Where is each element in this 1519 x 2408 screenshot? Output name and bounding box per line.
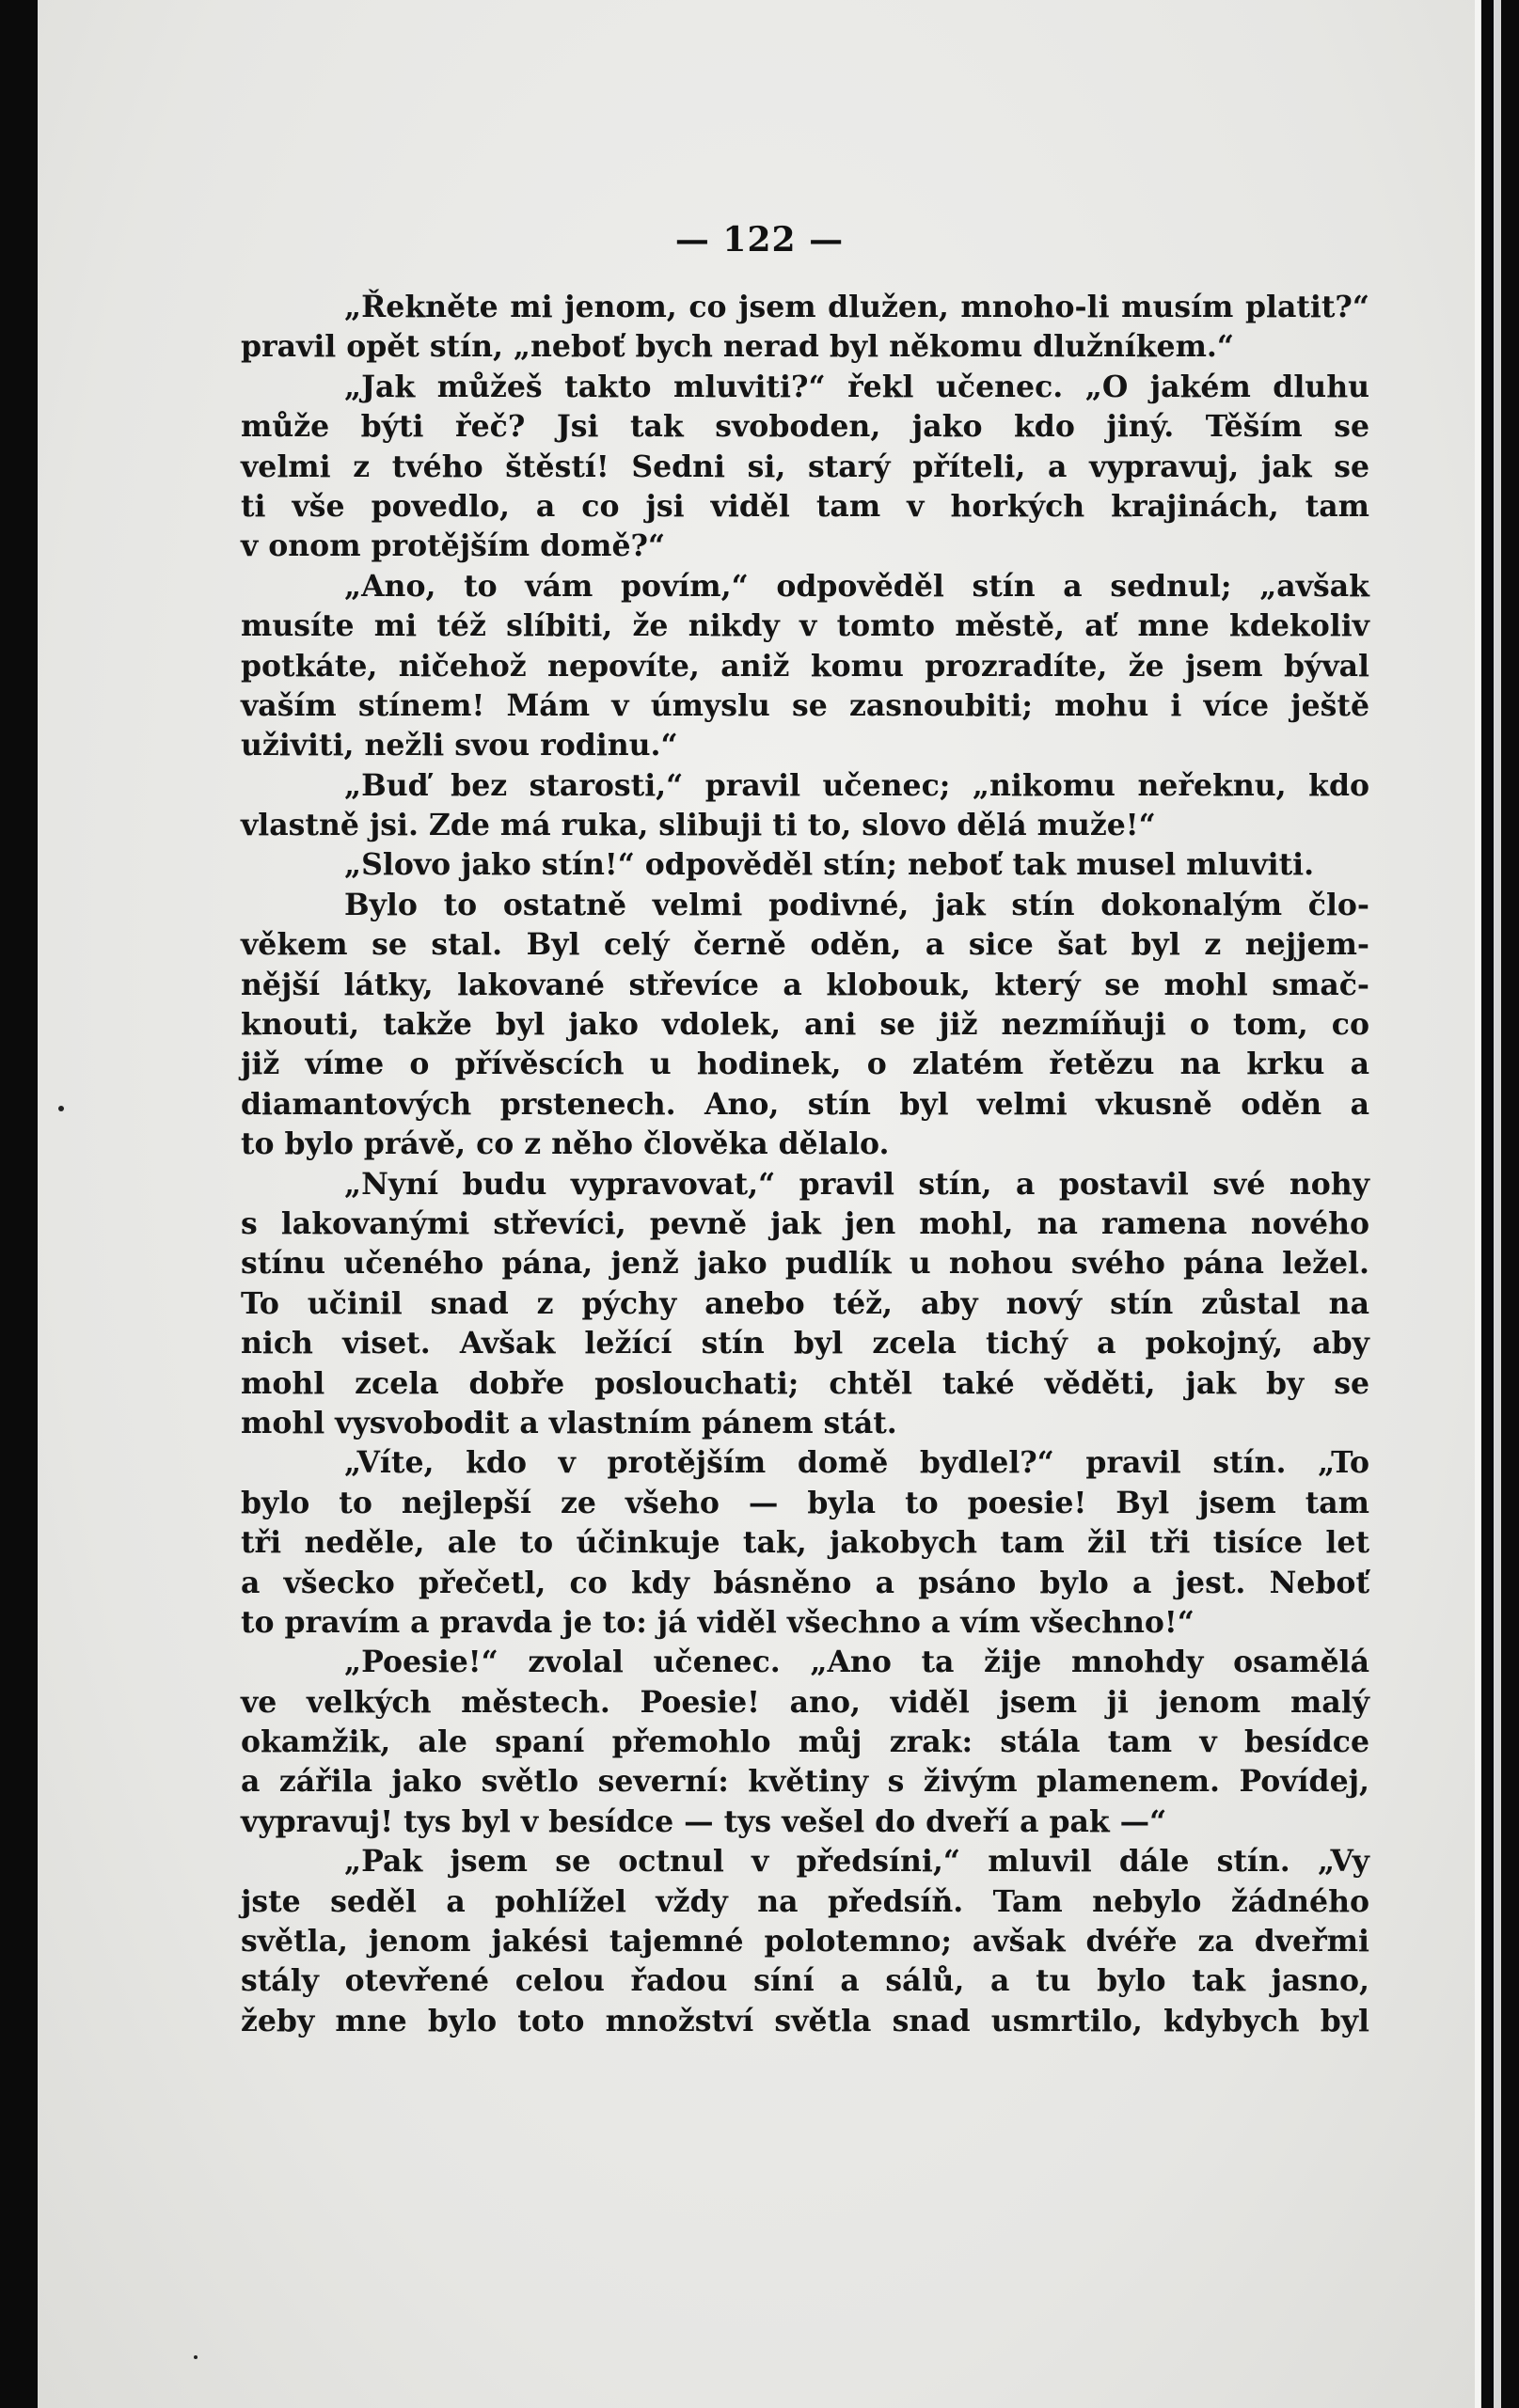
text-line: mohl vysvobodit a vlastním pánem stát.	[241, 1405, 897, 1440]
text-line: stínu učeného pána, jenž jako pudlík u nohou svého pána ležel.	[241, 1246, 1369, 1282]
book-page	[38, 0, 1481, 2408]
text-line: pravil opět stín, „neboť bych nerad byl někomu dlužníkem.“	[241, 329, 1235, 365]
text-line: musíte mi též slíbiti, že nikdy v tomto městě, ať mne kdekoliv	[241, 608, 1369, 644]
text-line: a zářila jako světlo severní: květiny s živým plamenem. Povídej,	[241, 1764, 1369, 1800]
text-line: okamžik, ale spaní přemohlo můj zrak: stála tam v besídce	[241, 1724, 1369, 1760]
text-line: bylo to nejlepší ze všeho — byla to poesie! Byl jsem tam	[241, 1485, 1369, 1520]
page-edge	[1475, 0, 1480, 2408]
text-line: diamantových prstenech. Ano, stín byl velmi vkusně oděn a	[241, 1086, 1369, 1122]
text-line: „Slovo jako stín!“ odpověděl stín; neboť tak musel mluviti.	[344, 847, 1315, 883]
text-line: „Ano, to vám povím,“ odpověděl stín a sednul; „avšak	[344, 568, 1369, 604]
text-line: „Řekněte mi jenom, co jsem dlužen, mnoho-li musím platit?“	[344, 290, 1369, 324]
text-line: žeby mne bylo toto množství světla snad usmrtilo, kdybych byl	[241, 2003, 1369, 2038]
text-line: to pravím a pravda je to: já viděl všechno a vím všechno!“	[241, 1604, 1195, 1640]
text-line: uživiti, nežli svou rodinu.“	[241, 728, 678, 763]
body-text	[241, 288, 1369, 2041]
text-line: může býti řeč? Jsi tak svoboden, jako kdo jiný. Těším se	[241, 409, 1369, 445]
text-line: „Víte, kdo v protějším domě bydlel?“ pravil stín. „To	[344, 1445, 1369, 1481]
page-number: — 122 —	[674, 220, 845, 260]
text-line: stály otevřené celou řadou síní a sálů, a tu bylo tak jasno,	[241, 1963, 1369, 1999]
text-line: jste seděl a pohlížel vždy na předsíň. Tam nebylo žádného	[241, 1883, 1369, 1919]
text-line: „Pak jsem se octnul v předsíni,“ mluvil dále stín. „Vy	[344, 1844, 1369, 1880]
text-line: světla, jenom jakési tajemné polotemno; avšak dvéře za dveřmi	[241, 1924, 1369, 1959]
text-line: to bylo právě, co z něho člověka dělalo.	[241, 1126, 890, 1162]
text-line: nich viset. Avšak ležící stín byl zcela tichý a pokojný, aby	[241, 1326, 1369, 1361]
scan-border	[1494, 0, 1501, 2408]
text-line: „Buď bez starosti,“ pravil učenec; „nikomu neřeknu, kdo	[344, 767, 1369, 803]
text-line: vlastně jsi. Zde má ruka, slibuji ti to, slovo dělá muže!“	[241, 808, 1156, 843]
text-line: ve velkých městech. Poesie! ano, viděl jsem ji jenom malý	[241, 1684, 1369, 1720]
text-line: „Poesie!“ zvolal učenec. „Ano ta žije mnohdy osamělá	[344, 1645, 1369, 1680]
text-line: velmi z tvého štěstí! Sedni si, starý příteli, a vypravuj, jak se	[241, 449, 1369, 484]
text-line: v onom protějším domě?“	[241, 528, 666, 564]
speck	[194, 2355, 198, 2359]
text-line: ti vše povedlo, a co jsi viděl tam v horkých krajinách, tam	[241, 488, 1369, 524]
text-line: s lakovanými střevíci, pevně jak jen mohl, na ramena nového	[241, 1205, 1369, 1241]
speck	[58, 1106, 64, 1111]
text-line: „Jak můžeš takto mluviti?“ řekl učenec. „O jakém dluhu	[344, 369, 1369, 404]
text-line: vypravuj! tys byl v besídce — tys vešel do dveří a pak —“	[241, 1803, 1167, 1839]
text-line: nější látky, lakované střevíce a klobouk, který se mohl smač-	[241, 967, 1369, 1002]
text-line: již víme o přívěscích u hodinek, o zlatém řetězu na krku a	[241, 1047, 1369, 1082]
text-line: potkáte, ničehož nepovíte, aniž komu prozradíte, že jsem býval	[241, 648, 1369, 684]
text-line: „Nyní budu vypravovat,“ pravil stín, a postavil své nohy	[344, 1166, 1369, 1202]
text-line: vaším stínem! Mám v úmyslu se zasnoubiti; mohu i více ještě	[241, 687, 1369, 723]
text-line: a všecko přečetl, co kdy básněno a psáno bylo a jest. Neboť	[241, 1565, 1369, 1600]
text-line: věkem se stal. Byl celý černě oděn, a sice šat byl z nejjem-	[241, 927, 1369, 963]
text-line: To učinil snad z pýchy anebo též, aby nový stín zůstal na	[241, 1285, 1369, 1321]
text-line: tři neděle, ale to účinkuje tak, jakobych tam žil tři tisíce let	[241, 1525, 1369, 1561]
text-line: mohl zcela dobře poslouchati; chtěl také věděti, jak by se	[241, 1365, 1369, 1401]
text-line: knouti, takže byl jako vdolek, ani se již nezmíňuji o tom, co	[241, 1007, 1369, 1043]
text-line: Bylo to ostatně velmi podivné, jak stín dokonalým člo-	[344, 887, 1369, 922]
